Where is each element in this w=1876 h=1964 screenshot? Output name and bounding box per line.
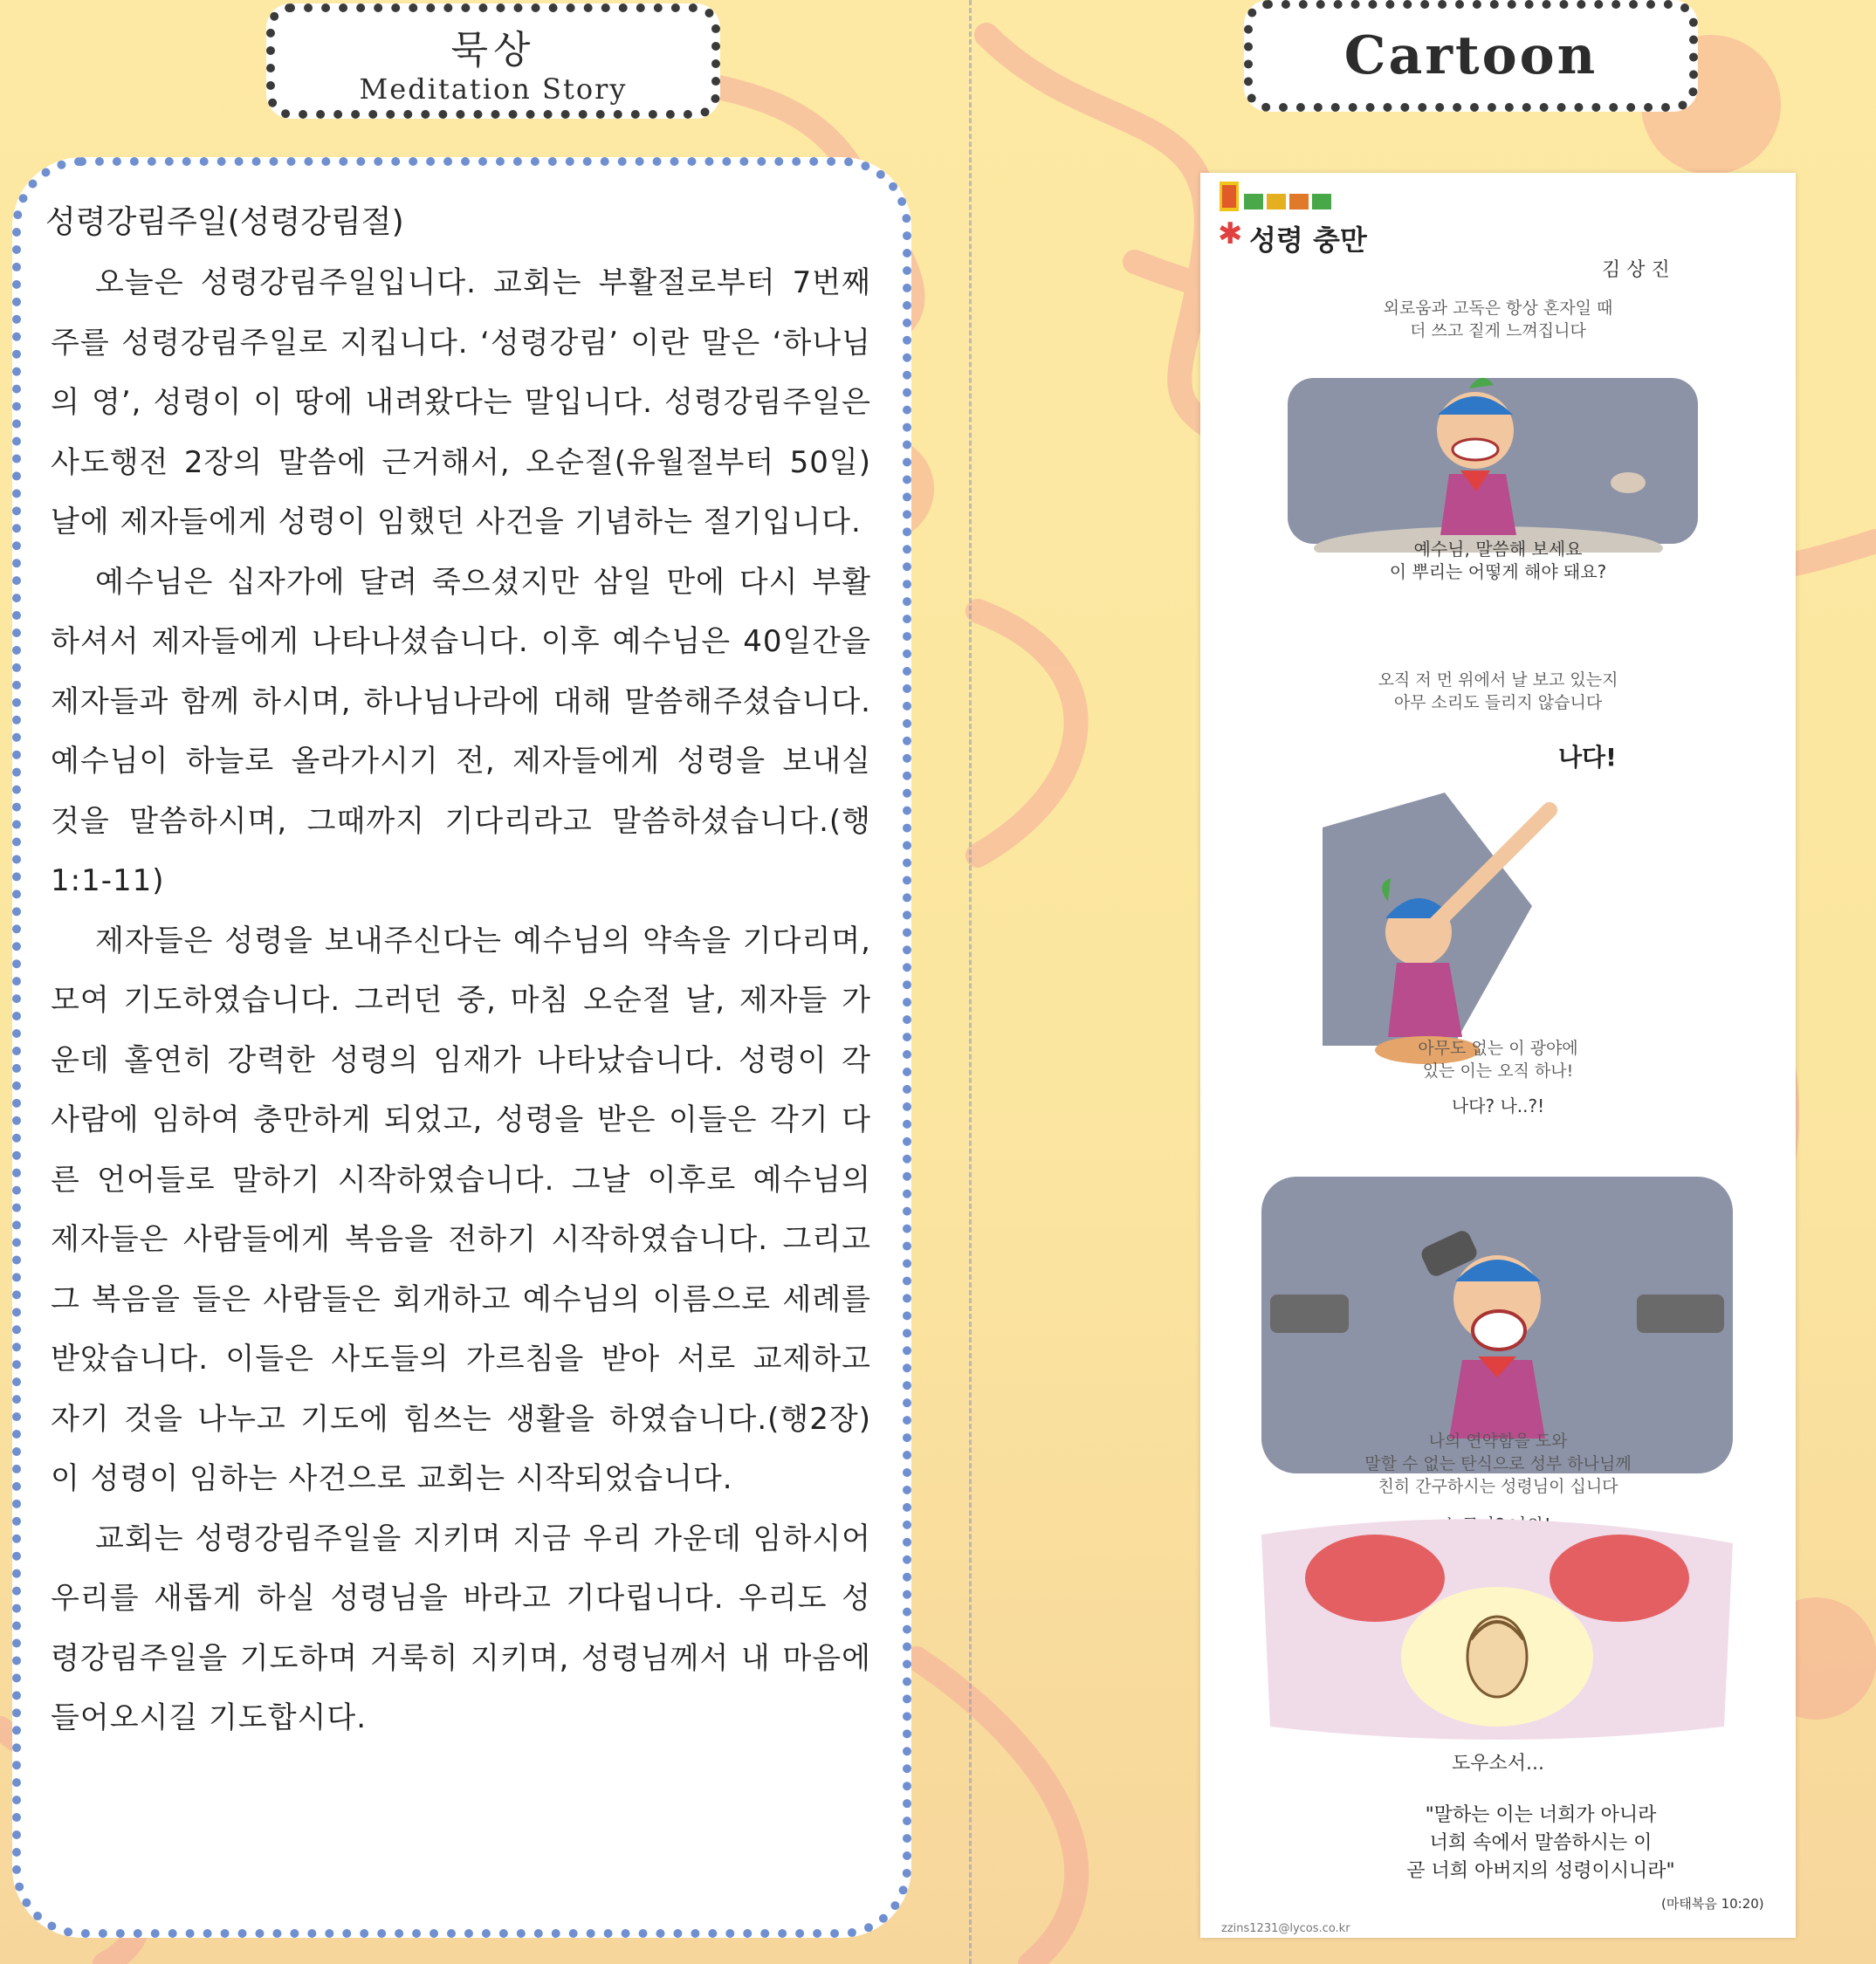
bible-verse: "말하는 이는 너희가 아니라 너희 속에서 말씀하시는 이 곧 너희 아버지의 성령이시니라" [1406,1804,1675,1882]
meditation-title-english: Meditation Story [359,72,628,106]
strip-author: 김 상 진 [1602,259,1670,281]
panel2-shout: 나다! [1558,743,1617,772]
story-heading: 성령강림주일(성령강림절) [45,204,404,240]
story-body [51,253,871,1748]
cartoon-strip [1200,173,1796,1938]
strip-title-star-icon: ✱ [1218,216,1243,251]
panel2-illustration [1288,731,1689,1081]
panel4-illustration [1235,1508,1759,1744]
story-paragraph: 제자들은 성령을 보내주신다는 예수님의 약속을 기다리며, 모여 기도하였습니다. 그러던 중, 마침 오순절 날, 제자들 가운데 홀연히 강력한 성령의 임재가 나타났습니다. 성령이 각 사람에 임하여 충만하게 되었고, 성령을 받은 이들은 각기 다른 언어들로 말하기 시작하였습니다. 그날 이후로 예수님의 제자들은 사람들에게 복음을 전하기 시작하였습니다. 그리고 그 복음을 들은 사람들은 회개하고 예수님의 이름으로 세례를 받았습니다. 이들은 사도들의 가르침을 받아 서로 교제하고 자기 것을 나누고 기도에 힘쓰는 생활을 하였습니다.(행2장) 이 성령이 임하는 사건으로 교회는 시작되었습니다. [51,923,871,1496]
fold-line [969,0,972,1964]
panel1-caption-bottom: 예수님, 말씀해 보세요 이 뿌리는 어떻게 해야 돼요? [1389,539,1607,582]
cartoon-title-box [1244,0,1698,112]
story-paragraph: 교회는 성령강림주일을 지키며 지금 우리 가운데 임하시어 우리를 새롭게 하실 성령님을 바라고 기다립니다. 우리도 성령강림주일을 기도하며 거룩히 지키며, 성령님께서 내 마음에 들어오시길 기도합시다. [51,1521,871,1735]
panel2-caption-top: 오직 저 먼 위에서 날 보고 있는지 아무 소리도 들리지 않습니다 [1378,670,1618,712]
story-paragraph: 예수님은 십자가에 달려 죽으셨지만 삼일 만에 다시 부활하셔서 제자들에게 나타나셨습니다. 이후 예수님은 40일간을 제자들과 함께 하시며, 하나님나라에 대해 말씀해주셨습니다. 예수님이 하늘로 올라가시기 전, 제자들에게 성령을 보내실 것을 말씀하시며, 그때까지 기다리라고 말씀하셨습니다.(행1:1-11) [51,564,871,898]
panel4-caption-top: 나의 연약함을 도와 말할 수 없는 탄식으로 성부 하나님께 친히 간구하시는 성령님이 십니다 [1364,1432,1632,1496]
panel2-caption-bottom: 나다? 나..?! [1451,1095,1545,1116]
panel3-caption-top: 아무도 없는 이 광야에 있는 이는 오직 하나! [1418,1039,1578,1081]
panel1-illustration [1288,369,1698,553]
cartoon-title-english: Cartoon [1343,25,1598,86]
bible-verse-reference: (마태복음 10:20) [1661,1896,1764,1912]
panel1-caption-top: 외로움과 고독은 항상 혼자일 때 더 쓰고 짙게 느껴집니다 [1383,299,1613,340]
strip-title: 성령 충만 [1249,223,1367,257]
meditation-title-korean: 묵상 [450,28,536,72]
artist-email: zzins1231@lycos.co.kr [1221,1922,1350,1935]
panel4-caption-bottom: 도우소서... [1452,1753,1544,1775]
meditation-title-box [266,3,720,119]
story-paragraph: 오늘은 성령강림주일입니다. 교회는 부활절로부터 7번째 주를 성령강림주일로 지킵니다. ‘성령강림’ 이란 말은 ‘하나님의 영’, 성령이 이 땅에 내려왔다는 말입니다. 성령강림주일은 사도행전 2장의 말씀에 근거해서, 오순절(유월절부터 50일) 날에 제자들에게 성령이 임했던 사건을 기념하는 절기입니다. [51,265,871,539]
cartoon-logo-icon [1220,180,1333,215]
